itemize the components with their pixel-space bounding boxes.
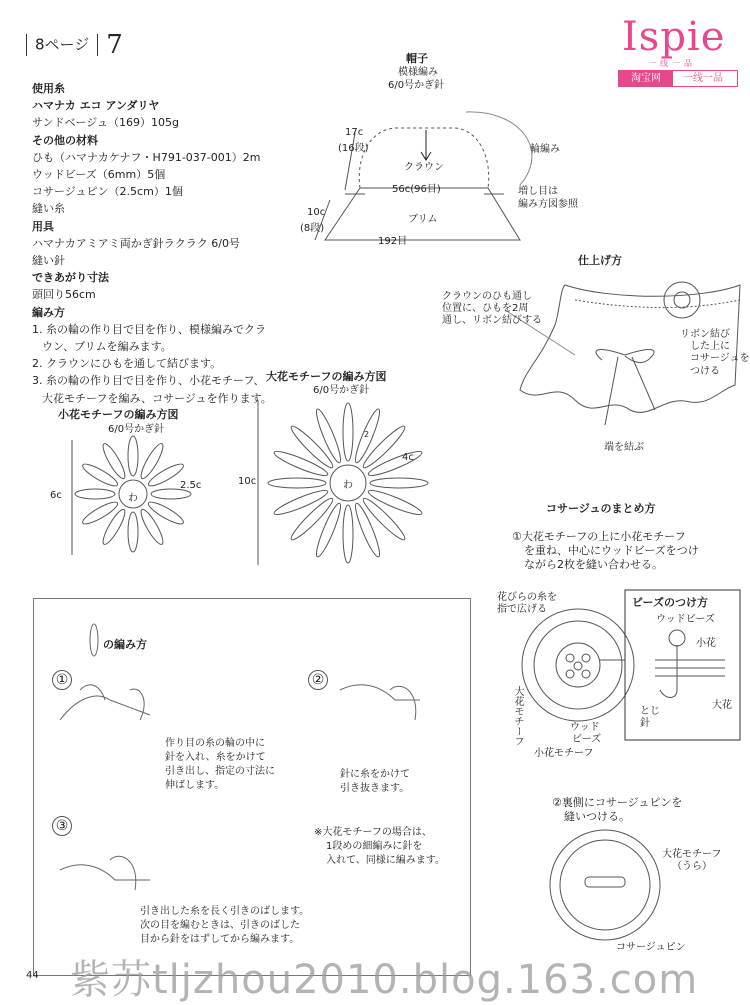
bead-wood-label: ウッドビーズ [656,614,715,625]
small-flower-size: 6c [50,490,62,501]
brim-rows: (8段) [300,223,325,234]
corsage-step-2: ②裏側にコサージュピンを 縫いつける。 [552,796,683,823]
step-3-text: 引き出した糸を長く引きのばします。 次の目を編むときは、引きのばした 目から針をはずしてから編みます。 [140,906,310,945]
corsage-title: コサージュのまとめ方 [546,502,656,515]
tag-b: 一线一品 [683,73,723,84]
hat-hook: 6/0号かぎ針 [388,80,445,91]
hat-title: 帽子 [406,52,428,65]
brand-sub: 一线一品 [648,59,696,68]
other-item: コサージュピン（2.5cm）1個 [32,185,183,199]
tools-heading: 用具 [32,219,54,233]
petal [128,512,138,552]
petal [360,495,408,543]
small-flower-center: わ [128,493,138,504]
step-1-text: 作り目の糸の輪の中に 針を入れ、糸をかけて 引き出し、指定の寸法に 伸ばします。 [165,738,275,791]
large-flower-note: ※大花モチーフの場合は、 1段めの細編みに針を 入れて、同様に編みます。 [314,827,445,866]
wood-bead-label: ウッド [570,722,600,733]
size-heading: できあがり寸法 [32,271,109,285]
crown-label: クラウン [404,162,444,173]
finish-note: 通し、リボン結びする [442,315,542,326]
other-heading: その他の材料 [32,133,98,147]
tool-item: 縫い針 [32,254,65,268]
ribbon-note: した上に [690,341,730,352]
yarn-color: サンドベージュ（169）105g [32,116,179,130]
large-motif-label: 大花モチーフ [512,686,523,746]
petal [268,478,326,488]
petal [272,487,329,518]
method-step: 2. クラウンにひもを通して結びます。 [32,357,222,371]
petal [138,441,167,481]
ribbon-note: つける [690,366,720,377]
bead-large-label: 大花 [712,700,732,711]
petal [80,461,120,490]
spread-note: 花びらの糸を [497,592,557,603]
finish-note: 位置に、ひもを2周 [442,303,529,314]
back-label: 大花モチーフ [662,849,722,860]
other-item: ひも（ハマナカケナフ・H791-037-001）2m [32,150,261,164]
step-2-text: 針に糸をかけて 引き抜きます。 [340,769,410,794]
page-ref: 8ページ [35,35,90,54]
spread-note: 指で広げる [497,604,547,615]
yarn-name: ハマナカ エコ アンダリヤ [32,99,160,113]
other-item: 縫い糸 [32,202,65,216]
brand-logo: Ispie [622,14,726,60]
petal [366,487,423,518]
ring-stitch: 輪編み [530,144,560,155]
other-item: ウッドビーズ（6mm）5個 [32,168,166,182]
petal [352,501,383,558]
step-3-number: ③ [52,816,72,836]
petal [313,407,344,464]
page-number: 44 [26,970,39,981]
yarn-heading: 使用糸 [32,82,65,95]
petal [128,436,138,476]
petal [100,507,129,547]
step-1-number: ① [52,670,72,690]
large-flower-row: 2 [364,430,370,439]
small-flower-title: 小花モチーフの編み方図 [58,408,179,421]
corsage-assembly [522,609,634,721]
step-2-number: ② [308,670,328,690]
increase-note-1: 増し目は [518,186,558,197]
petal [138,507,167,547]
petal [343,505,353,563]
watermark: 紫苏tljzhou2010.blog.163.com [70,957,699,1003]
petal [370,478,428,488]
method-step: 3. 糸の輪の作り目で目を作り、小花モチーフ、大花モチーフを編み、コサージュを作ります。 [32,374,272,405]
small-flower-hook: 6/0号かぎ針 [108,424,165,435]
crown-rows: (16段) [338,143,369,154]
petal [366,448,423,479]
petal [146,499,186,528]
pattern-number: 7 [106,30,123,60]
method-step: 1. 糸の輪の作り目で目を作り、模様編みでクラウン、ブリムを編みます。 [32,322,266,354]
petal [343,403,353,461]
petal [288,423,336,471]
large-flower-hook: 6/0号かぎ針 [313,385,370,396]
large-flower-title: 大花モチーフの編み方図 [266,370,387,383]
large-flower-center: わ [343,480,353,491]
crown-height: 17c [345,127,364,138]
wood-bead-label: ビーズ [572,734,602,745]
method-heading: 編み方 [32,305,65,319]
brim-label: ブリム [408,214,438,225]
ends-note: 端を結ぶ [604,442,644,453]
small-motif-label: 小花モチーフ [534,748,594,759]
circumference: 56c(96目) [392,184,441,195]
brim-stitches: 192目 [378,236,408,247]
large-flower-petal: 4c [402,452,414,463]
petal [80,499,120,528]
bead-small-label: 小花 [696,638,716,649]
petal [100,441,129,481]
finish-title: 仕上げ方 [578,254,622,267]
beads-title: ビーズのつけ方 [632,596,709,609]
petal [313,501,344,558]
pin-label: コサージュピン [616,942,686,953]
increase-note-2: 編み方図参照 [518,199,578,210]
ribbon-note: リボン結び [680,329,730,340]
tool-item: ハマナカアミアミ両かぎ針ラクラク 6/0号 [32,236,240,250]
hat-pattern: 模様編み [398,67,438,78]
needle-label: 針 [640,718,650,729]
tag-a: 淘宝网 [619,71,673,86]
finish-note: クラウンのひも通し [442,291,532,302]
stitch-box-title: の編み方 [103,638,147,651]
ribbon-note: コサージュを [690,353,750,364]
needle-label: とじ [640,706,660,717]
brim-height: 10c [307,207,326,218]
large-flower-size: 10c [238,476,257,487]
corsage-back [550,830,660,940]
petal [272,448,329,479]
petal [75,489,115,499]
petal [288,495,336,543]
back-label: （うら） [672,861,712,872]
small-flower-petal: 2.5c [180,480,202,491]
corsage-step-1: ①大花モチーフの上に小花モチーフ を重ね、中心にウッドビーズをつけ ながら2枚を縫い合わせる。 [512,530,699,571]
size-item: 頭回り56cm [32,288,96,302]
